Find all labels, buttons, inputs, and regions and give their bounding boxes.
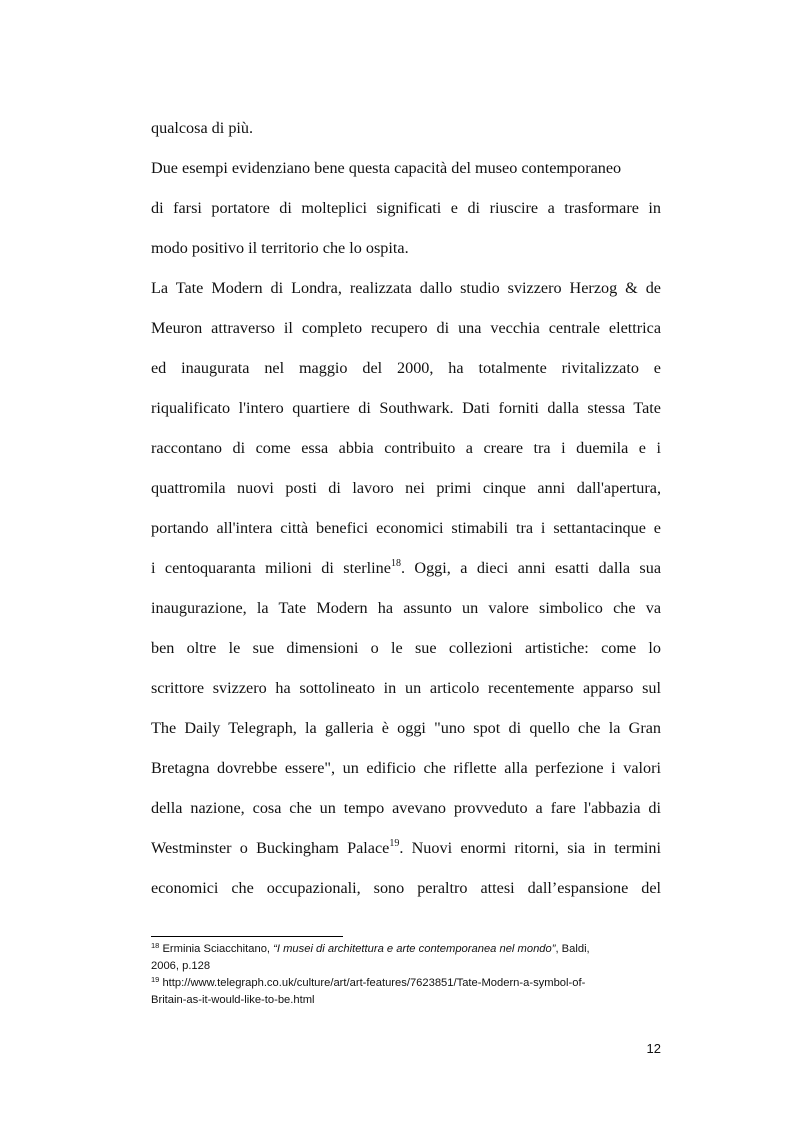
text-line: qualcosa di più. [151,119,254,137]
text-line: quattromila nuovi posti di lavoro nei primi cinque anni dall'apertura, [151,479,661,497]
text-line: di farsi portatore di molteplici significati e di riuscire a trasformare in [151,199,661,217]
footnote-19-cont[interactable]: Britain-as-it-would-like-to-be.html [151,994,315,1006]
text-line: economici che occupazionali, sono peraltro attesi dall’espansione del [151,879,661,897]
text-segment: Westminster o Buckingham Palace [151,839,390,857]
footnote-ref-19[interactable]: 19 [389,838,400,849]
footnote-title: “I musei di architettura e arte contemporanea nel mondo” [273,943,556,955]
text-line [151,828,661,868]
text-line: Meuron attraverso il completo recupero di una vecchia centrale elettrica [151,319,661,337]
text-line: La Tate Modern di Londra, realizzata dallo studio svizzero Herzog & de [151,279,661,297]
footnote-ref-18[interactable]: 18 [390,558,401,569]
text-segment: . Nuovi enormi ritorni, sia in termini [399,839,662,857]
text-segment: i centoquaranta milioni di sterline [151,559,391,577]
page-number: 12 [646,1041,661,1056]
footnote-19 [151,975,671,992]
text-segment: . Oggi, a dieci anni esatti dalla sua [400,559,661,577]
footnote-publisher: , Baldi, [555,943,590,955]
text-line [151,548,661,588]
text-line: raccontano di come essa abbia contribuito a creare tra i duemila e i [151,439,661,457]
text-line: Bretagna dovrebbe essere", un edificio che riflette alla perfezione i valori [151,759,661,777]
text-line: riqualificato l'intero quartiere di Southwark. Dati forniti dalla stessa Tate [151,399,661,417]
text-line: ben oltre le sue dimensioni o le sue collezioni artistiche: come lo [151,639,661,657]
body-text [151,108,661,908]
text-line: portando all'intera città benefici economici stimabili tra i settantacinque e [151,519,661,537]
text-line: Due esempi evidenziano bene questa capacità del museo contemporaneo [151,159,622,177]
footnote-separator [151,936,343,937]
text-line: inaugurazione, la Tate Modern ha assunto un valore simbolico che va [151,599,661,617]
text-line: The Daily Telegraph, la galleria è oggi "uno spot di quello che la Gran [151,719,661,737]
text-line: scrittore svizzero ha sottolineato in un articolo recentemente apparso sul [151,679,661,697]
footnote-18-cont: 2006, p.128 [151,960,211,972]
footnote-18 [151,941,671,958]
footnote-url[interactable]: http://www.telegraph.co.uk/culture/art/art-features/7623851/Tate-Modern-a-symbol-of- [162,977,586,989]
footnote-number: 19 [151,975,160,984]
text-line: ed inaugurata nel maggio del 2000, ha totalmente rivitalizzato e [151,359,661,377]
text-line: della nazione, cosa che un tempo avevano provveduto a fare l'abbazia di [151,799,661,817]
footnote-author: Erminia Sciacchitano, [162,943,274,955]
text-line: modo positivo il territorio che lo ospita. [151,239,409,257]
footnotes [151,941,671,1009]
footnote-number: 18 [151,941,160,950]
